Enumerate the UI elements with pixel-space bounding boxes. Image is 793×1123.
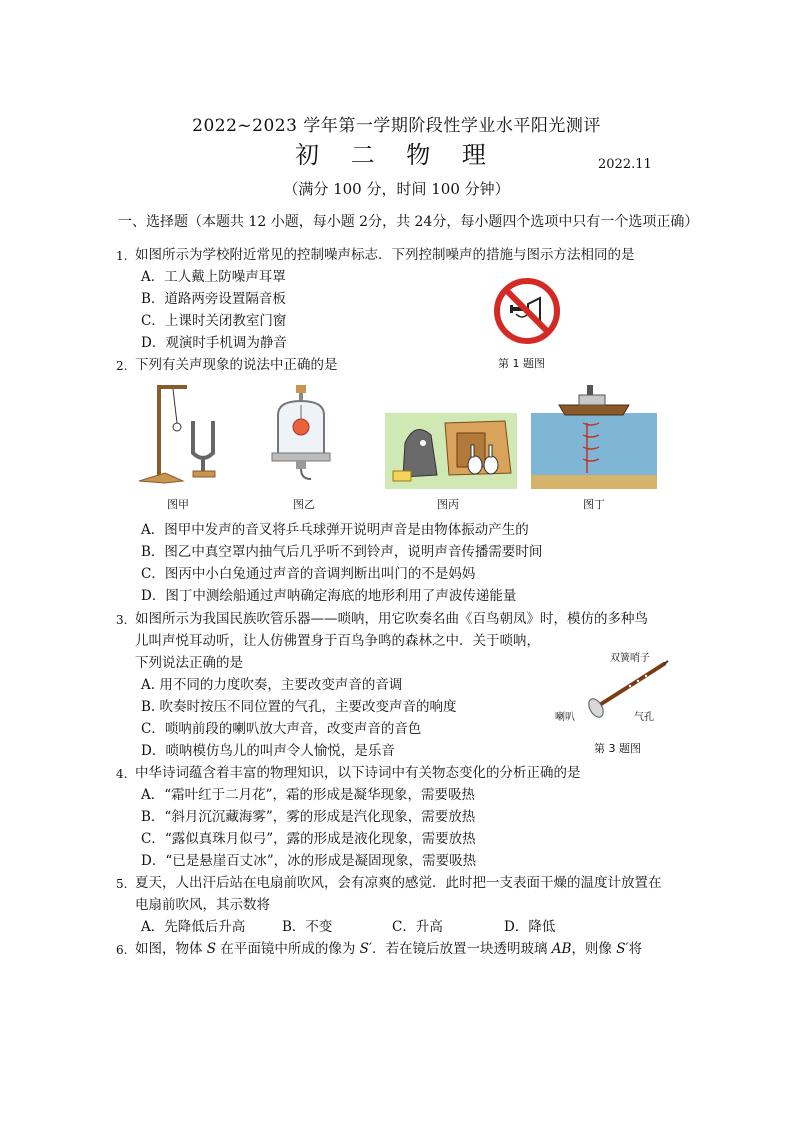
q2-option-a: A．图甲中发声的音叉将乒乓球弹开说明声音是由物体振动产生的 xyxy=(141,522,529,538)
rabbit-cartoon-figure xyxy=(385,413,517,489)
section-heading: 一、选择题（本题共 12 小题，每小题 2分，共 24分，每小题四个选项中只有一个选项正确） xyxy=(118,214,699,230)
q1-option-d: D．观演时手机调为静音 xyxy=(141,335,287,351)
q3-number: 3. xyxy=(116,613,128,627)
q2-option-d: D．图丁中测绘船通过声呐确定海底的地形利用了声波传递能量 xyxy=(141,588,517,604)
q3-stem-line3: 下列说法正确的是 xyxy=(135,655,243,671)
q4-stem: 中华诗词蕴含着丰富的物理知识，以下诗词中有关物态变化的分析正确的是 xyxy=(135,765,581,781)
q2-fig-label-bing: 图丙 xyxy=(437,498,459,511)
q5-option-b: B．不变 xyxy=(282,919,333,935)
q2-number: 2. xyxy=(116,359,128,373)
q5-stem-line1: 夏天，人出汗后站在电扇前吹风，会有凉爽的感觉．此时把一支表面干燥的温度计放置在 xyxy=(135,875,662,891)
q3-label-reed: 双簧哨子 xyxy=(610,653,650,664)
q1-option-c: C．上课时关闭教室门窗 xyxy=(141,313,287,329)
q3-figure-caption: 第 3 题图 xyxy=(594,742,641,755)
q3-stem-line1: 如图所示为我国民族吹管乐器——唢呐，用它吹奏名曲《百鸟朝凤》时，模仿的多种鸟 xyxy=(135,611,648,627)
q5-option-a: A．先降低后升高 xyxy=(141,919,246,935)
q3-option-c: C．唢呐前段的喇叭放大声音，改变声音的音色 xyxy=(141,721,422,737)
q2-fig-label-yi: 图乙 xyxy=(293,498,315,511)
q3-option-b: B. 吹奏时按压不同位置的气孔，主要改变声音的响度 xyxy=(141,699,457,715)
q5-option-d: D．降低 xyxy=(504,919,556,935)
q5-stem-line2: 电扇前吹风，其示数将 xyxy=(135,897,270,913)
q2-option-c: C．图丙中小白兔通过声音的音调判断出叫门的不是妈妈 xyxy=(141,566,476,582)
q1-option-b: B．道路两旁设置隔音板 xyxy=(141,291,286,307)
q2-stem: 下列有关声现象的说法中正确的是 xyxy=(135,357,338,373)
no-honking-sign-icon xyxy=(492,276,562,346)
q5-option-c: C．升高 xyxy=(392,919,443,935)
q6-number: 6. xyxy=(116,943,128,957)
q4-option-b: B．“斜月沉沉藏海雾”，雾的形成是汽化现象，需要放热 xyxy=(141,809,476,825)
q1-number: 1. xyxy=(116,249,128,263)
suona-figure xyxy=(580,660,670,724)
q4-option-a: A．“霜叶红于二月花”，霜的形成是凝华现象，需要吸热 xyxy=(141,787,476,803)
q2-fig-label-jia: 图甲 xyxy=(167,498,189,511)
tuning-fork-figure xyxy=(135,383,225,488)
q4-option-c: C．“露似真珠月似弓”，露的形成是液化现象，需要放热 xyxy=(141,831,476,847)
score-info: （满分 100 分，时间 100 分钟） xyxy=(283,180,510,198)
q5-number: 5. xyxy=(116,877,128,891)
sonar-ship-figure xyxy=(531,383,657,489)
q1-option-a: A．工人戴上防噪声耳罩 xyxy=(141,269,286,285)
q3-label-horn: 喇叭 xyxy=(555,712,575,723)
q4-number: 4. xyxy=(116,767,128,781)
q1-figure-caption: 第 1 题图 xyxy=(498,357,545,370)
q1-stem: 如图所示为学校附近常见的控制噪声标志．下列控制噪声的措施与图示方法相同的是 xyxy=(135,247,635,263)
subject-title: 初 二 物 理 xyxy=(295,141,498,169)
q2-fig-label-ding: 图丁 xyxy=(583,498,605,511)
q6-stem: 如图，物体 S 在平面镜中所成的像为 S′．若在镜后放置一块透明玻璃 AB，则像 S′将 xyxy=(135,941,643,957)
q2-option-b: B．图乙中真空罩内抽气后几乎听不到铃声，说明声音传播需要时间 xyxy=(141,544,543,560)
q3-stem-line2: 儿叫声悦耳动听，让人仿佛置身于百鸟争鸣的森林之中．关于唢呐， xyxy=(135,633,540,649)
q3-option-d: D．唢呐模仿鸟儿的叫声令人愉悦，是乐音 xyxy=(141,743,395,759)
bell-jar-figure xyxy=(270,383,332,488)
q3-option-a: A. 用不同的力度吹奏，主要改变声音的音调 xyxy=(141,677,403,693)
q3-label-hole: 气孔 xyxy=(634,712,654,723)
exam-date: 2022.11 xyxy=(598,157,652,172)
q4-option-d: D．“已是悬崖百丈冰”，冰的形成是凝固现象，需要吸热 xyxy=(141,853,477,869)
exam-title: 2022~2023 学年第一学期阶段性学业水平阳光测评 xyxy=(192,116,601,136)
